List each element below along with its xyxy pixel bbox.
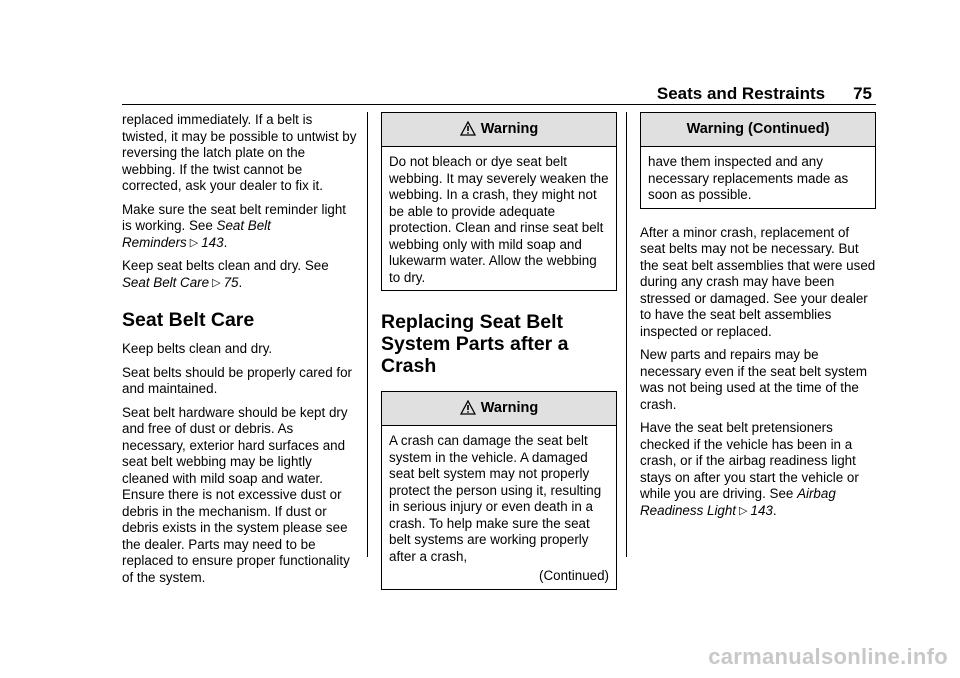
section-heading: Seat Belt Care <box>122 309 255 331</box>
text: Have the seat belt pretensioners checked if the vehicle has been in a crash, or if the airbag readiness light stays on after you start the vehicle or while you are driving. See <box>640 420 859 501</box>
column-1 <box>122 112 358 593</box>
text: Keep seat belts clean and dry. See <box>122 258 329 273</box>
warning-triangle-icon <box>460 400 476 415</box>
warning-text: Do not bleach or dye seat belt webbing. It may severely weaken the webbing. In a crash, they might not be able to provide adequate protection. Clean and rinse seat belt webbing only with mild soap and lukewarm water. Allow the webbing to dry. <box>389 154 609 285</box>
warning-title: Warning <box>480 121 539 137</box>
page-header <box>657 84 872 104</box>
paragraph: Keep seat belts clean and dry. See Seat Belt Care ▷ 75. <box>122 258 329 290</box>
paragraph: New parts and repairs may be necessary even if the seat belt system was not being used at the time of the crash. <box>640 347 868 412</box>
column-2 <box>381 112 617 598</box>
reference-page[interactable]: 143 <box>201 234 224 250</box>
warning-box <box>640 112 876 209</box>
paragraph: Make sure the seat belt reminder light is working. See Seat Belt Reminders ▷ 143. <box>122 201 347 250</box>
section-heading: Replacing Seat Belt System Parts after a Crash <box>381 311 569 377</box>
arrow-circle-icon: ▷ <box>189 236 199 249</box>
cross-reference-link[interactable]: Airbag Readiness Light <box>640 486 836 518</box>
reference-page[interactable]: 75 <box>223 274 239 290</box>
warning-text: A crash can damage the seat belt system in the vehicle. A damaged seat belt system may not properly protect the person using it, resulting in serious injury or even death in a crash. To help make sure the seat belt systems are working properly after a crash, <box>389 433 602 564</box>
section-title: Seats and Restraints <box>656 84 826 103</box>
paragraph: replaced immediately. If a belt is twisted, it may be possible to untwist by reversing the latch plate on the webbing. If the twist cannot be corrected, ask your dealer to fix it. <box>122 112 357 193</box>
paragraph: Seat belts should be properly cared for and maintained. <box>122 364 353 396</box>
cross-reference-link[interactable]: Seat Belt Reminders <box>122 218 271 250</box>
column-3 <box>640 112 876 526</box>
paragraph: Seat belt hardware should be kept dry and free of dust or debris. As necessary, exterior hard surfaces and seat belt webbing may be lightly cleaned with mild soap and water. Ensure there is not excessive dust or debris in the mechanism. If dust or debris exists in the system please see the dealer. Parts may need to be replaced to ensure proper functionality of the system. <box>122 404 350 585</box>
column-divider <box>367 112 368 557</box>
reference-page[interactable]: 143 <box>750 502 773 518</box>
warning-header <box>382 392 616 426</box>
column-divider <box>626 112 627 557</box>
continued-label: (Continued) <box>539 568 609 583</box>
warning-triangle-icon <box>460 121 476 136</box>
warning-title: Warning <box>480 400 539 416</box>
warning-box <box>381 391 617 590</box>
warning-header <box>382 113 616 147</box>
watermark: carmanualsonline.info <box>708 644 948 669</box>
paragraph: Keep belts clean and dry. <box>122 341 273 356</box>
cross-reference-link[interactable]: Seat Belt Care <box>122 274 210 290</box>
paragraph: Have the seat belt pretensioners checked if the vehicle has been in a crash, or if the airbag readiness light stays on after you start the vehicle or while you are driving. See Airbag Readiness Light ▷ 143. <box>640 420 859 518</box>
arrow-circle-icon: ▷ <box>739 504 748 517</box>
warning-header: Warning (Continued) <box>641 113 875 147</box>
arrow-circle-icon: ▷ <box>212 276 221 289</box>
page-number: 75 <box>853 84 872 103</box>
warning-box <box>381 112 617 291</box>
header-rule <box>122 104 876 105</box>
text: Make sure the seat belt reminder light is working. See <box>122 201 347 233</box>
paragraph: After a minor crash, replacement of seat belts may not be necessary. But the seat belt assemblies that were used during any crash may have been stressed or damaged. See your dealer to have the seat belt assemblies inspected or replaced. <box>640 224 876 339</box>
warning-text: have them inspected and any necessary replacements made as soon as possible. <box>648 154 849 202</box>
